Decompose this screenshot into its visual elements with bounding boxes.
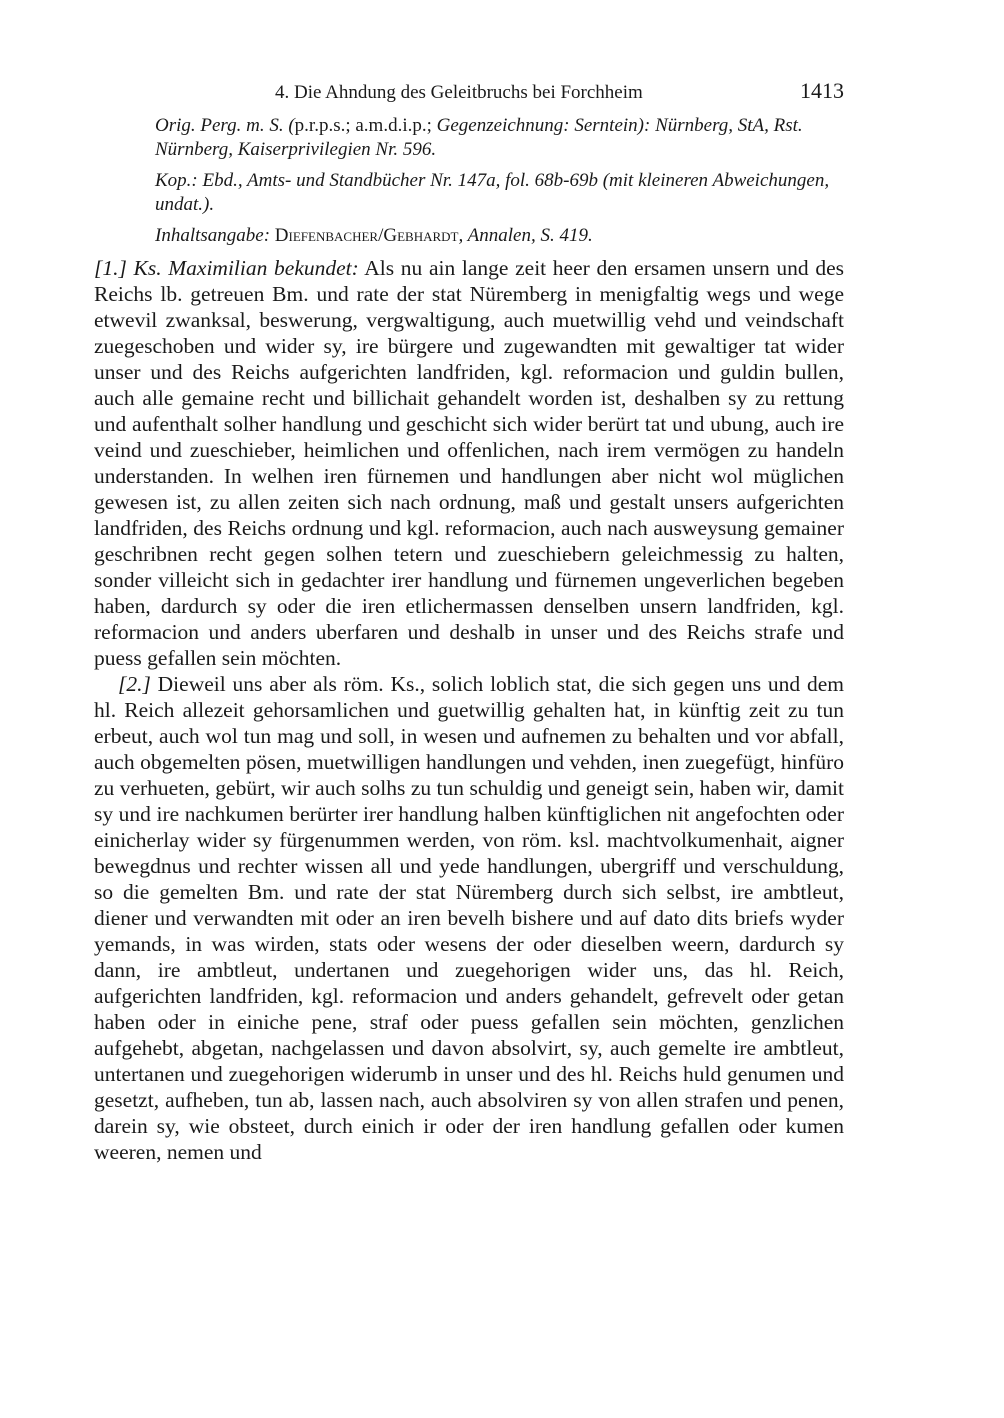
source-summary-label: Inhaltsangabe: bbox=[155, 225, 275, 246]
source-original-rest: Gegenzeichnung: Serntein): Nürnberg, StA, Rst. Nürnberg, Kaiserprivilegien Nr. 596. bbox=[155, 115, 803, 160]
document-body bbox=[94, 255, 844, 1165]
page-number: 1413 bbox=[800, 78, 844, 103]
paragraph-2 bbox=[94, 671, 844, 1165]
source-notes bbox=[155, 114, 844, 248]
running-header bbox=[94, 74, 844, 114]
paragraph-2-label: [2.] bbox=[118, 672, 151, 696]
source-original bbox=[155, 114, 844, 162]
document-page bbox=[94, 74, 844, 1165]
running-title: 4. Die Ahndung des Geleitbruchs bei Forchheim bbox=[275, 82, 643, 103]
source-summary bbox=[155, 224, 844, 248]
source-original-prefix: Orig. Perg. m. S. ( bbox=[155, 115, 295, 136]
source-summary-authors: Diefenbacher/Gebhardt bbox=[274, 225, 459, 246]
paragraph-2-text: Dieweil uns aber als röm. Ks., solich loblich stat, die sich gegen uns und dem hl. Reich allezeit gehorsamlichen und guetwillig gehalten hat, in künftig zeit zu tun erbeut, auch wol tun mag und soll, in wesen und aufnemen zu behalten und vor abfall, auch obgemelten pösen, muetwilligen handlungen und vehden, inen zuegefügt, hinfüro zu verhueten, gebürt, wir auch solhs zu tun schuldig und geneigt sein, haben wir, damit sy und ire nachkumen berürter irer handlung halben künftiglichen nit angefochten oder einicherlay wider sy fürgenummen werden, von röm. ksl. machtvolkumenhait, aigner bewegdnus und rechter wissen all und yede handlungen, ubergriff und verschuldung, so die gemelten Bm. und rate der stat Nüremberg durch sich selbst, ire ambtleut, diener und verwandten mit oder an iren bevelh bishere und auf dato dits briefs wyder yemands, in was wirden, stats oder wesens der oder dieselben weern, dardurch sy dann, ire ambtleut, undertanen und zuegehorigen wider uns, das hl. Reich, aufgerichten landfriden, kgl. reformacion und anders gehandelt, gefrevelt oder getan haben oder in einiche pene, straf oder puess gefallen sein möchten, genzlichen aufgehebt, abgetan, nachgelassen und davon absolvirt, sy, auch gemelte ire ambtleut, untertanen und zuegehorigen widerumb in unser und des hl. Reichs huld genumen und gesetzt, aufheben, tun ab, lassen nach, auch absolviren sy von allen strafen und penen, darein sy, wie obsteet, durch einich ir oder der iren handlung gefallen oder kumen weeren, nemen und bbox=[94, 672, 844, 1164]
source-summary-rest: , Annalen, S. 419. bbox=[458, 225, 593, 246]
paragraph-1-text: Als nu ain lange zeit heer den ersamen unsern und des Reichs lb. getreuen Bm. und rate der stat Nüremberg in menigfaltig wegs und wege etwevil zwanksal, beswerung, vergwaltigung, auch muetwillig vehd und veindschaft zuegeschoben und wider sy, ire bürgere und zugewandten mit gewaltiger tat wider unser und des Reichs aufgerichten landfriden, kgl. reformacion und guldin bullen, auch alle gemaine recht und billichait gehandelt worden ist, deshalben sy zu rettung und aufenthalt solher handlung und geschicht sich wider berürt tat und ubung, auch ire veind und zueschieber, heimlichen und offenlichen, nach irem vermögen zu handeln understanden. In welhen iren fürnemen und handlungen aber nicht wol müglichen gewesen ist, zu allen zeiten sich nach ordnung, maß und gestalt unsers aufgerichten landfriden, des Reichs ordnung und kgl. reformacion, auch nach ausweysung gemainer geschribnen recht gegen solhen tetern und zueschiebern geleichmessig zu halten, sonder villeicht sich in gedachter irer handlung und fürnemen ungeverlichen begeben haben, dardurch sy oder die iren etlichermassen denselben unsern landfriden, kgl. reformacion und anders uberfaren und deshalb in unser und des Reichs strafe und puess gefallen sein möchten. bbox=[94, 256, 845, 670]
source-copy: Kop.: Ebd., Amts- und Standbücher Nr. 147a, fol. 68b-69b (mit kleineren Abweichungen, undat.). bbox=[155, 170, 830, 215]
paragraph-1-label: [1.] Ks. Maximilian bekundet: bbox=[94, 256, 359, 280]
source-original-marks-2: a.m.d.i.p.; bbox=[355, 115, 432, 136]
source-original-marks: p.r.p.s.; bbox=[294, 115, 351, 136]
paragraph-1 bbox=[94, 255, 844, 671]
